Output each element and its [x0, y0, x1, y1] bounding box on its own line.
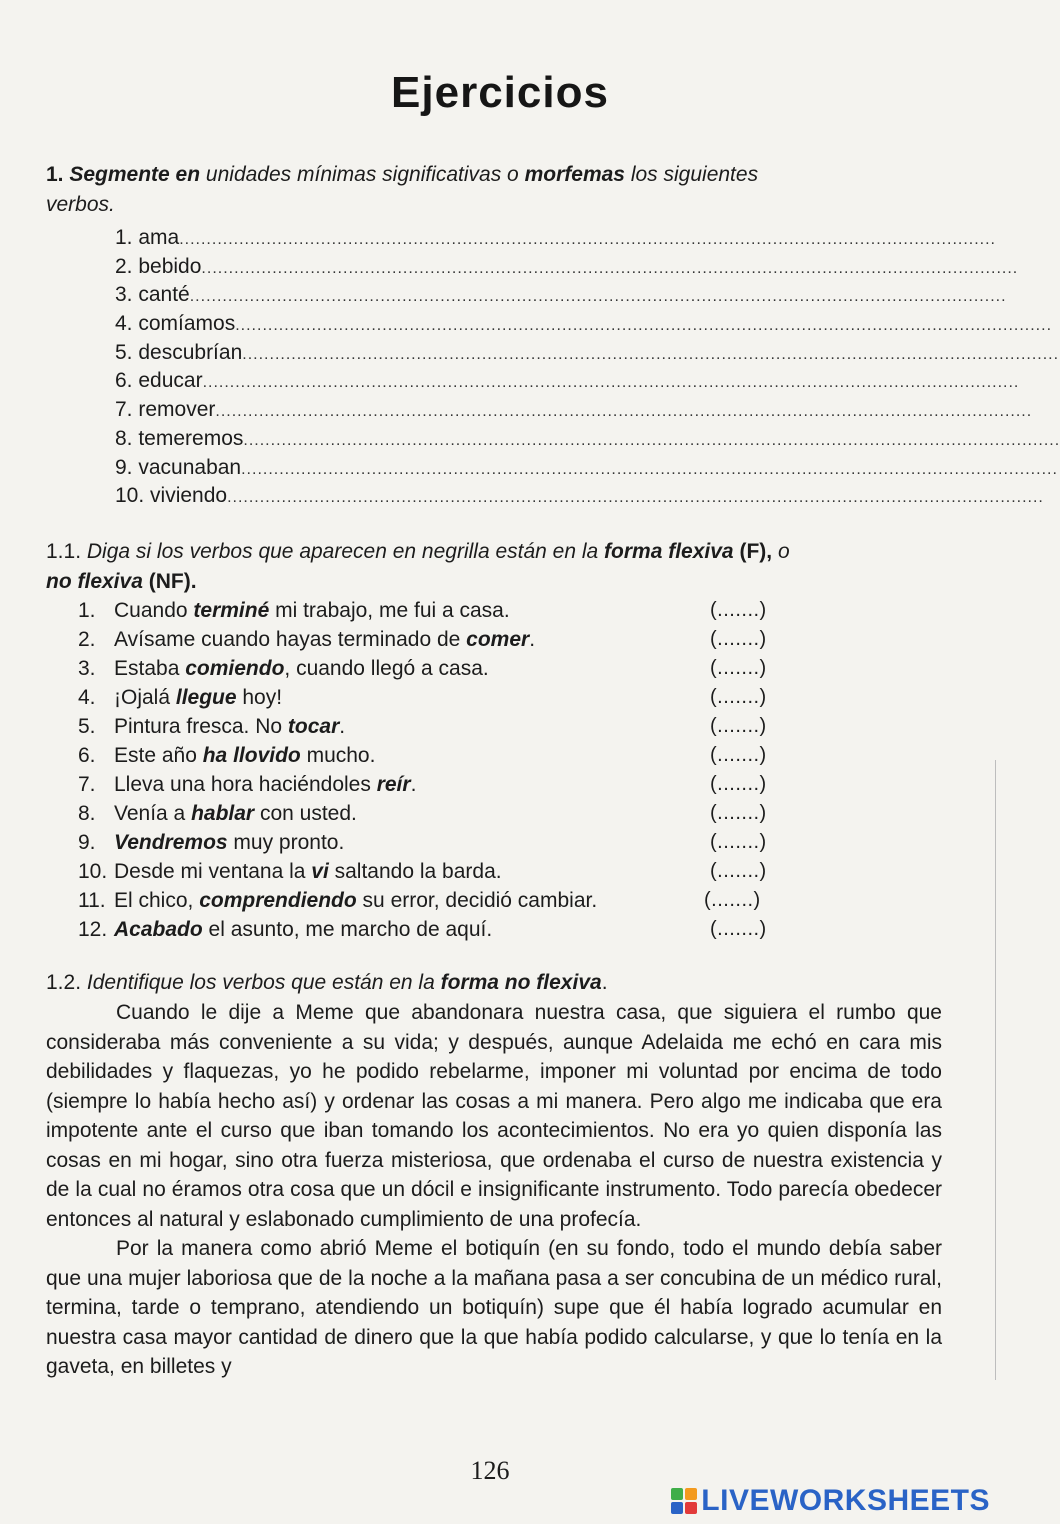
- liveworksheets-logo-icon: [671, 1488, 697, 1514]
- exercise-1-2-text-b: .: [601, 971, 608, 994]
- verb-item[interactable]: [115, 310, 1053, 339]
- answer-blank[interactable]: (.......): [710, 918, 767, 940]
- sentence-number: 10.: [78, 860, 108, 883]
- verb-list: [115, 224, 1060, 511]
- sentence-number: 1.: [78, 599, 96, 622]
- answer-line[interactable]: ......................................................................................................................................................: [215, 403, 1033, 421]
- exercise-1-text-c: verbos.: [46, 193, 115, 216]
- sentence-item: [78, 915, 798, 944]
- exercise-1-keyword: morfemas: [524, 163, 625, 186]
- answer-line[interactable]: ......................................................................................................................................................: [243, 431, 1060, 449]
- sentence-number: 11.: [78, 889, 106, 912]
- sentence-pre: ¡Ojalá: [114, 686, 176, 709]
- sentence-post: el asunto, me marcho de aquí.: [202, 918, 493, 941]
- exercise-1-2-number: 1.2.: [46, 971, 82, 994]
- sentence-post: muy pronto.: [227, 831, 345, 854]
- sentence-pre: Avísame cuando hayas terminado de: [114, 628, 467, 651]
- sentence-number: 8.: [78, 802, 96, 825]
- sentence-number: 5.: [78, 715, 96, 738]
- reading-passage: [46, 998, 942, 1382]
- sentence-number: 4.: [78, 686, 96, 709]
- sentence-item: [78, 799, 798, 828]
- verb-item[interactable]: [115, 454, 1058, 483]
- exercise-1-1-instructions: [46, 537, 956, 597]
- verb-label: 4. comíamos: [115, 312, 236, 336]
- sentence-post: mi trabajo, me fui a casa.: [269, 599, 510, 622]
- answer-line[interactable]: ......................................................................................................................................................: [189, 288, 1007, 306]
- exercise-1-1-text-a: Diga si los verbos que aparecen en negrilla están en la: [86, 540, 599, 563]
- answer-line[interactable]: ......................................................................................................................................................: [242, 345, 1060, 363]
- sentence-verb: Vendremos: [114, 831, 228, 854]
- exercise-1-1-bold-b: no flexiva: [46, 570, 143, 593]
- exercise-1-2-instructions: [46, 968, 956, 998]
- sentence-post: .: [339, 715, 346, 738]
- verb-item[interactable]: [115, 281, 1007, 310]
- verb-label: 5. descubrían: [115, 340, 243, 364]
- sentence-number: 12.: [78, 918, 108, 941]
- sentence-pre: Estaba: [114, 657, 186, 680]
- sentence-verb: comprendiendo: [199, 889, 357, 912]
- answer-blank[interactable]: (.......): [710, 831, 767, 853]
- sentence-verb: comer: [466, 628, 530, 651]
- answer-blank[interactable]: (.......): [710, 657, 767, 679]
- sentence-pre: Lleva una hora haciéndoles: [114, 773, 377, 796]
- sentence-pre: Desde mi ventana la: [114, 860, 312, 883]
- verb-label: 3. canté: [115, 283, 190, 307]
- sentence-item: [78, 741, 798, 770]
- sentence-post: hoy!: [236, 686, 283, 709]
- sentence-verb: Acabado: [114, 918, 203, 941]
- sentence-item: [78, 596, 798, 625]
- exercise-1-1-number: 1.1.: [46, 540, 82, 563]
- exercise-1-2-text-a: Identifique los verbos que están en la: [86, 971, 435, 994]
- sentence-post: .: [529, 628, 536, 651]
- sentence-post: .: [410, 773, 417, 796]
- answer-line[interactable]: ......................................................................................................................................................: [179, 231, 996, 248]
- exercise-1-1-code-a: (F),: [739, 540, 773, 563]
- verb-item[interactable]: [115, 396, 1033, 425]
- sentence-number: 6.: [78, 744, 96, 767]
- answer-blank[interactable]: (.......): [710, 715, 767, 737]
- exercise-1-text-a: unidades mínimas significativas o: [205, 163, 519, 186]
- answer-blank[interactable]: (.......): [710, 802, 767, 824]
- verb-item[interactable]: [115, 224, 996, 253]
- sentence-verb: llegue: [175, 686, 237, 709]
- verb-label: 2. bebido: [115, 254, 202, 278]
- liveworksheets-brand[interactable]: [671, 1484, 990, 1518]
- sentence-pre: Cuando: [114, 599, 194, 622]
- sentence-list: [78, 596, 798, 944]
- sentence-item: [78, 683, 798, 712]
- sentence-number: 9.: [78, 831, 96, 854]
- sentence-post: saltando la barda.: [328, 860, 502, 883]
- sentence-pre: Venía a: [114, 802, 192, 825]
- sentence-number: 7.: [78, 773, 96, 796]
- verb-label: 7. remover: [115, 398, 216, 422]
- verb-label: 10. viviendo: [115, 484, 228, 508]
- sentence-item: [78, 886, 798, 915]
- answer-blank[interactable]: (.......): [710, 860, 767, 882]
- answer-blank[interactable]: (.......): [710, 744, 767, 766]
- answer-blank[interactable]: (.......): [710, 628, 767, 650]
- verb-item[interactable]: [115, 482, 1044, 511]
- scan-edge-divider: [995, 760, 996, 1380]
- passage-paragraph: Por la manera como abrió Meme el botiquín (en su fondo, todo el mundo debía saber que una mujer laboriosa que de la noche a la mañana pasa a ser concubina de un médico rural, termina, tarde o temprano, atendiendo un botiquín) supe que él había logrado acumular en nuestra casa mayor cantidad de dinero que la que había podido calcularse, y que lo tenía en la gaveta, en billetes y: [46, 1237, 942, 1378]
- verb-item[interactable]: [115, 425, 1060, 454]
- sentence-post: con usted.: [254, 802, 357, 825]
- answer-line[interactable]: ......................................................................................................................................................: [241, 460, 1058, 478]
- sentence-post: , cuando llegó a casa.: [284, 657, 489, 680]
- verb-item[interactable]: [115, 367, 1020, 396]
- sentence-verb: reír: [376, 773, 411, 796]
- sentence-post: su error, decidió cambiar.: [356, 889, 598, 912]
- verb-item[interactable]: [115, 253, 1019, 282]
- sentence-item: [78, 712, 798, 741]
- sentence-verb: comiendo: [185, 657, 285, 680]
- sentence-verb: ha llovido: [202, 744, 301, 767]
- sentence-verb: terminé: [193, 599, 270, 622]
- answer-blank[interactable]: (.......): [710, 773, 767, 795]
- exercise-1-2-bold-a: forma no flexiva: [440, 971, 602, 994]
- exercise-1-number: 1.: [46, 163, 64, 186]
- verb-item[interactable]: [115, 339, 1060, 368]
- brand-name: LIVEWORKSHEETS: [701, 1484, 990, 1517]
- sentence-verb: tocar: [287, 715, 340, 738]
- page-number: 126: [470, 1456, 510, 1485]
- exercise-1-lead: Segmente en: [69, 163, 201, 186]
- sentence-verb: vi: [311, 860, 329, 883]
- sentence-pre: Pintura fresca. No: [114, 715, 288, 738]
- verb-label: 6. educar: [115, 369, 203, 393]
- sentence-post: mucho.: [300, 744, 376, 767]
- exercise-1-instructions: [46, 160, 956, 220]
- answer-line[interactable]: ......................................................................................................................................................: [235, 317, 1053, 335]
- exercise-1-1-code-b: (NF).: [148, 570, 197, 593]
- verb-label: 9. vacunaban: [115, 455, 242, 479]
- sentence-item: [78, 654, 798, 683]
- sentence-verb: hablar: [191, 802, 255, 825]
- sentence-number: 2.: [78, 628, 96, 651]
- answer-blank[interactable]: (.......): [710, 686, 767, 708]
- sentence-number: 3.: [78, 657, 96, 680]
- answer-blank[interactable]: (.......): [704, 889, 761, 911]
- sentence-item: [78, 828, 798, 857]
- exercise-1-text-b: los siguientes: [630, 163, 759, 186]
- sentence-item: [78, 770, 798, 799]
- sentence-pre: Este año: [114, 744, 203, 767]
- answer-line[interactable]: ......................................................................................................................................................: [201, 259, 1019, 277]
- sentence-item: [78, 857, 798, 886]
- page-title: Ejercicios: [391, 68, 609, 117]
- sentence-pre: El chico,: [114, 889, 200, 912]
- answer-line[interactable]: ......................................................................................................................................................: [227, 489, 1044, 507]
- answer-blank[interactable]: (.......): [710, 599, 767, 621]
- passage-paragraph: Cuando le dije a Meme que abandonara nuestra casa, que siguiera el rumbo que consideraba más conveniente a su vida; y después, aunque Adelaida me echó en cara mis debilidades y flaquezas, yo he podido rebelarme, imponer mi voluntad por encima de todo (siempre lo había hecho así) y ordenar las cosas a mi manera. Pero algo me indicaba que era impotente ante el curso que iban tomando los acontecimientos. No era yo quien disponía las cosas en mi hogar, sino otra fuerza misteriosa, que ordenaba el curso de nuestra existencia y de la cual no éramos otra cosa que un dócil e insignificante instrumento. Todo parecía obedecer entonces al natural y eslabonado cumplimiento de una profecía.: [46, 1001, 942, 1231]
- sentence-item: [78, 625, 798, 654]
- answer-line[interactable]: ......................................................................................................................................................: [202, 374, 1020, 392]
- verb-label: 8. temeremos: [115, 426, 244, 450]
- exercise-1-1-text-b: o: [777, 540, 790, 563]
- verb-label: 1. ama: [115, 226, 180, 249]
- exercise-1-1-bold-a: forma flexiva: [604, 540, 734, 563]
